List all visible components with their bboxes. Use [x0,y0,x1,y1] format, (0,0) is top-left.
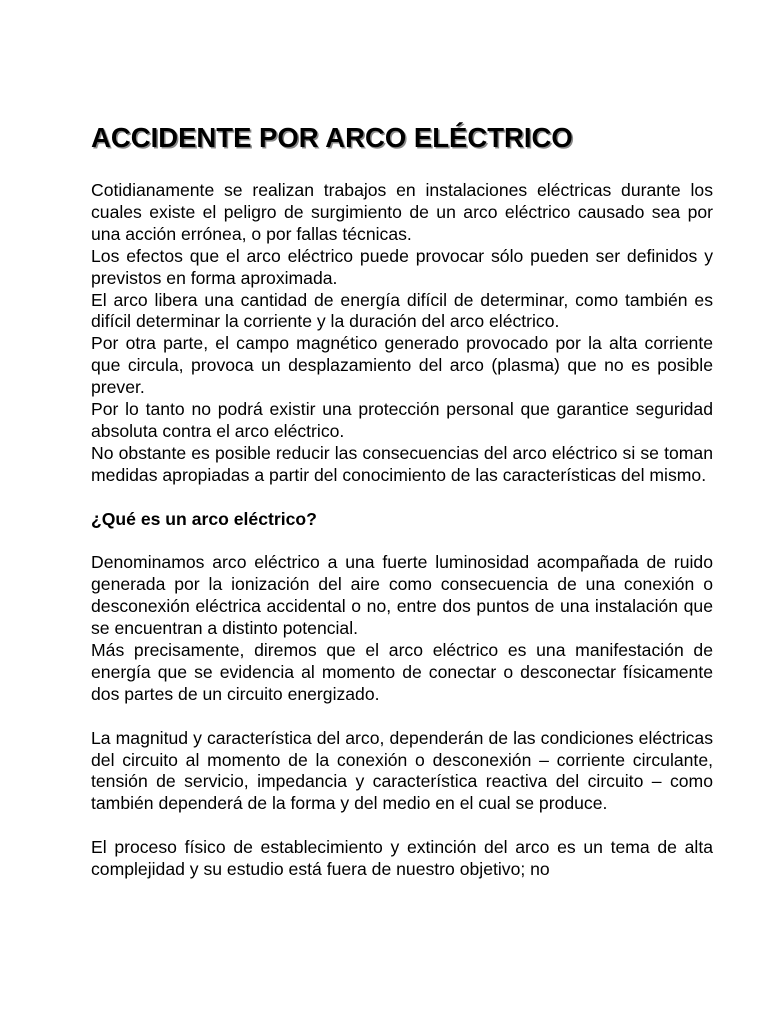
question-heading-block [91,509,713,531]
document-title: ACCIDENTE POR ARCO ELÉCTRICO [91,122,573,153]
section-heading: ¿Qué es un arco eléctrico? [91,508,317,529]
magnitude-paragraph: La magnitud y característica del arco, dependerán de las condiciones eléctricas del circuito al momento de la conexión o desconexión – corriente circulante, tensión de servicio, impedancia y característica reactiva del circuito – como también dependerá de la forma y del medio en el cual se produce. [91,727,713,814]
process-paragraph: El proceso físico de establecimiento y extinción del arco es un tema de alta complejidad y su estudio está fuera de nuestro objetivo; no [91,837,713,880]
definition-paragraph: Denominamos arco eléctrico a una fuerte luminosidad acompañada de ruido generada por la ionización del aire como consecuencia de una conexión o desconexión eléctrica accidental o no, entre dos puntos de una instalación que se encuentran a distinto potencial. [91,552,713,639]
intro-paragraph: El arco libera una cantidad de energía difícil de determinar, como también es difícil determinar la corriente y la duración del arco eléctrico. [91,289,713,332]
intro-paragraph: Por otra parte, el campo magnético generado provocado por la alta corriente que circula, provoca un desplazamiento del arco (plasma) que no es posible prever. [91,333,713,398]
magnitude-section [91,728,713,816]
intro-paragraph: Cotidianamente se realizan trabajos en instalaciones eléctricas durante los cuales existe el peligro de surgimiento de un arco eléctrico causado sea por una acción errónea, o por fallas técnicas. [91,180,713,244]
intro-paragraph: No obstante es posible reducir las consecuencias del arco eléctrico si se toman medidas apropiadas a partir del conocimiento de las características del mismo. [91,442,713,485]
process-section [91,837,713,881]
intro-section [91,180,713,487]
definition-paragraph: Más precisamente, diremos que el arco eléctrico es una manifestación de energía que se evidencia al momento de conectar o desconectar físicamente dos partes de un circuito energizado. [91,640,713,704]
intro-paragraph: Los efectos que el arco eléctrico puede provocar sólo pueden ser definidos y previstos en forma aproximada. [91,245,713,288]
intro-paragraph: Por lo tanto no podrá existir una protección personal que garantice seguridad absoluta contra el arco eléctrico. [91,399,713,441]
document-page [91,118,713,881]
definition-section [91,552,713,705]
